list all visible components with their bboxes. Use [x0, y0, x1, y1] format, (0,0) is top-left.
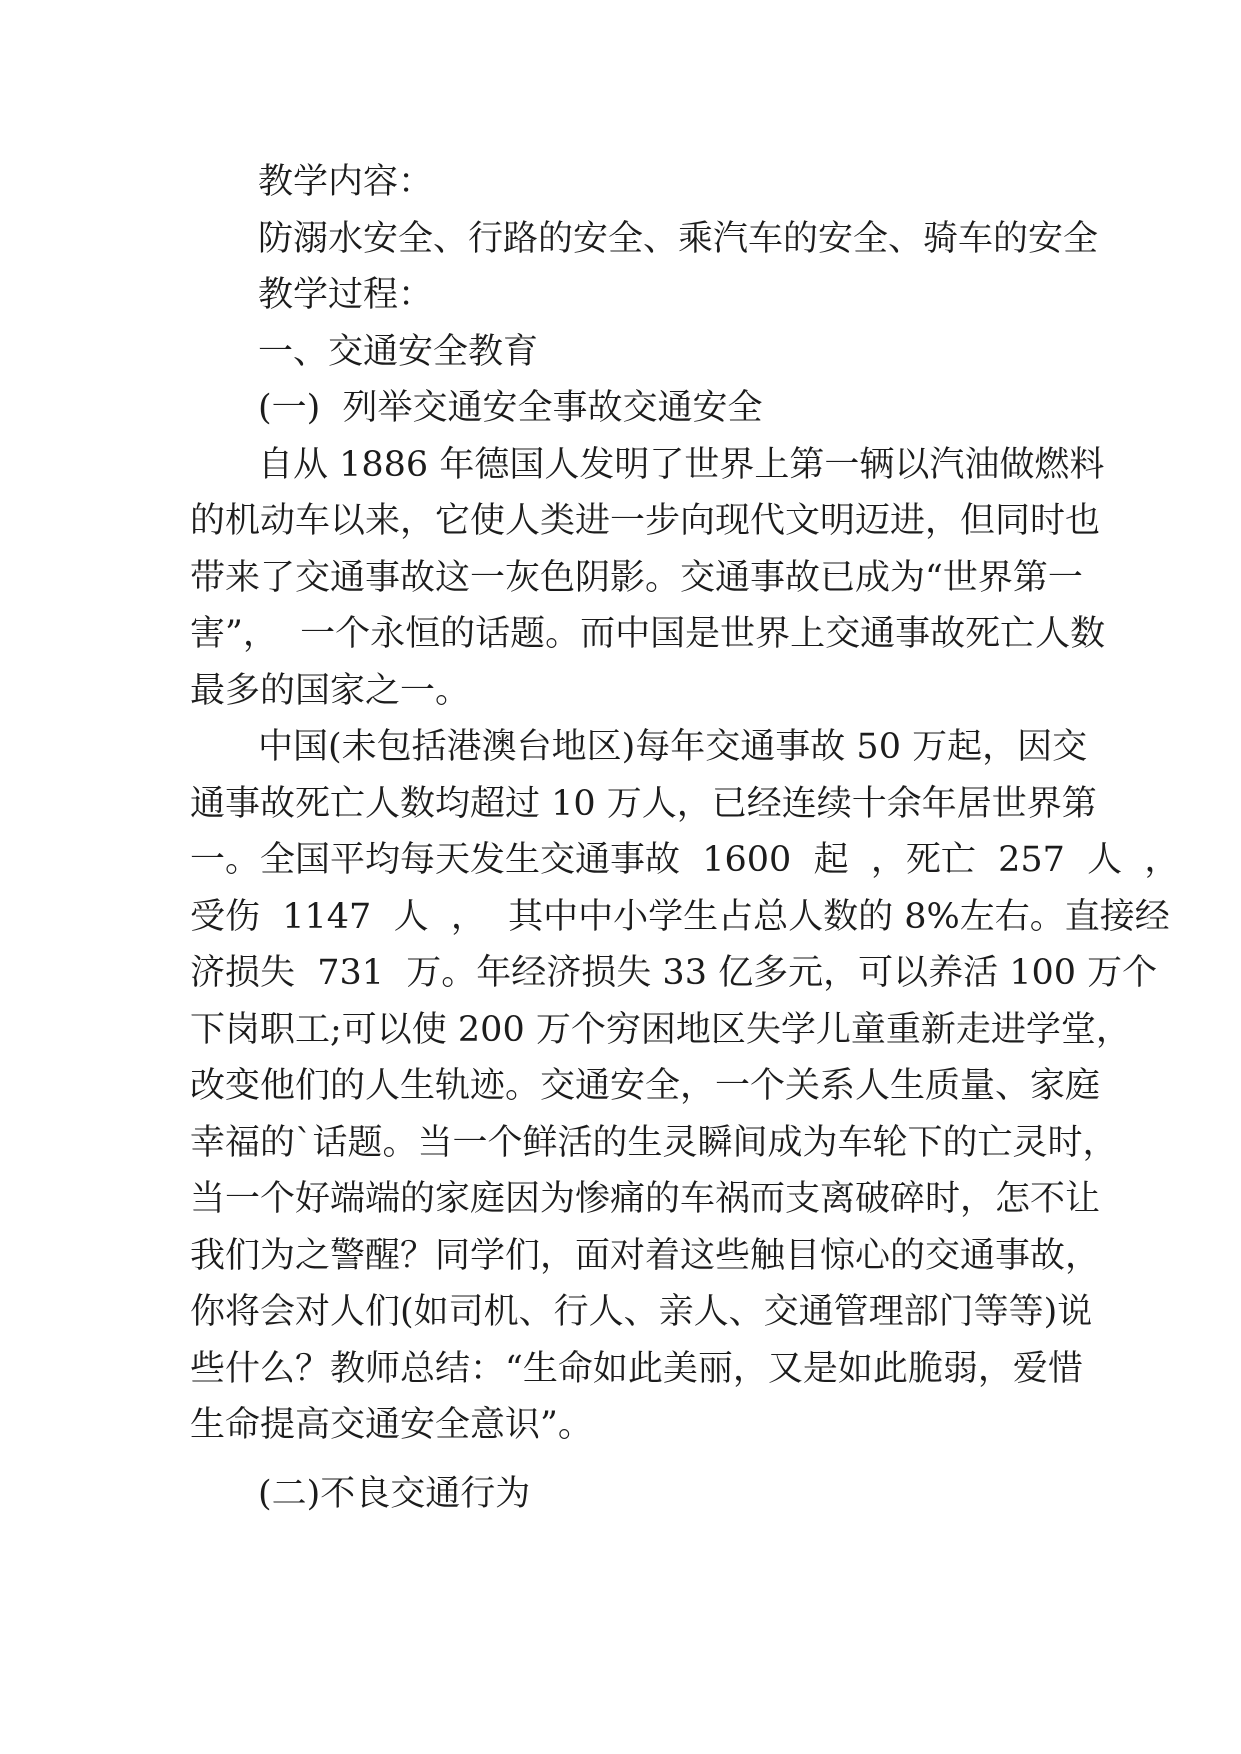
paragraph-line: 幸福的`话题。当一个鲜活的生灵瞬间成为车轮下的亡灵时，: [190, 1123, 1118, 1163]
paragraph-line: 一。全国平均每天发生交通事故 1600 起 ，死亡 257 人 ，: [190, 840, 1180, 880]
subheading-bad-behavior: (二)不良交通行为: [258, 1474, 531, 1514]
paragraph-line: 害”， 一个永恒的话题。而中国是世界上交通事故死亡人数: [190, 614, 1106, 654]
paragraph-line: 我们为之警醒？同学们，面对着这些触目惊心的交通事故，: [190, 1236, 1101, 1276]
paragraph-line: 中国(未包括港澳台地区)每年交通事故 50 万起，因交: [258, 727, 1088, 767]
paragraph-line: 下岗职工;可以使 200 万个穷困地区失学儿童重新走进学堂，: [190, 1010, 1131, 1050]
heading-traffic-safety-education: 一、交通安全教育: [258, 332, 539, 372]
section-heading-process: 教学过程：: [258, 275, 434, 315]
subheading-accidents: (一) 列举交通安全事故交通安全: [258, 388, 763, 428]
paragraph-line: 自从 1886 年德国人发明了世界上第一辆以汽油做燃料: [258, 445, 1105, 485]
paragraph-line: 受伤 1147 人 ， 其中中小学生占总人数的 8%左右。直接经: [190, 897, 1170, 937]
paragraph-line: 的机动车以来，它使人类进一步向现代文明迈进，但同时也: [190, 501, 1101, 541]
paragraph-line: 些什么？教师总结：“生命如此美丽，又是如此脆弱，爱惜: [190, 1349, 1083, 1389]
paragraph-line: 通事故死亡人数均超过 10 万人，已经连续十余年居世界第: [190, 784, 1097, 824]
paragraph-line: 最多的国家之一。: [190, 671, 471, 711]
paragraph-line: 生命提高交通安全意识”。: [190, 1405, 593, 1445]
paragraph-line: 当一个好端端的家庭因为惨痛的车祸而支离破碎时，怎不让: [190, 1179, 1101, 1219]
paragraph-line: 你将会对人们(如司机、行人、亲人、交通管理部门等等)说: [190, 1292, 1093, 1332]
paragraph-line: 济损失 731 万。年经济损失 33 亿多元，可以养活 100 万个: [190, 953, 1158, 993]
paragraph-line: 带来了交通事故这一灰色阴影。交通事故已成为“世界第一: [190, 558, 1083, 598]
content-line: 防溺水安全、行路的安全、乘汽车的安全、骑车的安全: [258, 219, 1099, 259]
paragraph-line: 改变他们的人生轨迹。交通安全，一个关系人生质量、家庭: [190, 1066, 1101, 1106]
section-heading-content: 教学内容：: [258, 162, 434, 202]
